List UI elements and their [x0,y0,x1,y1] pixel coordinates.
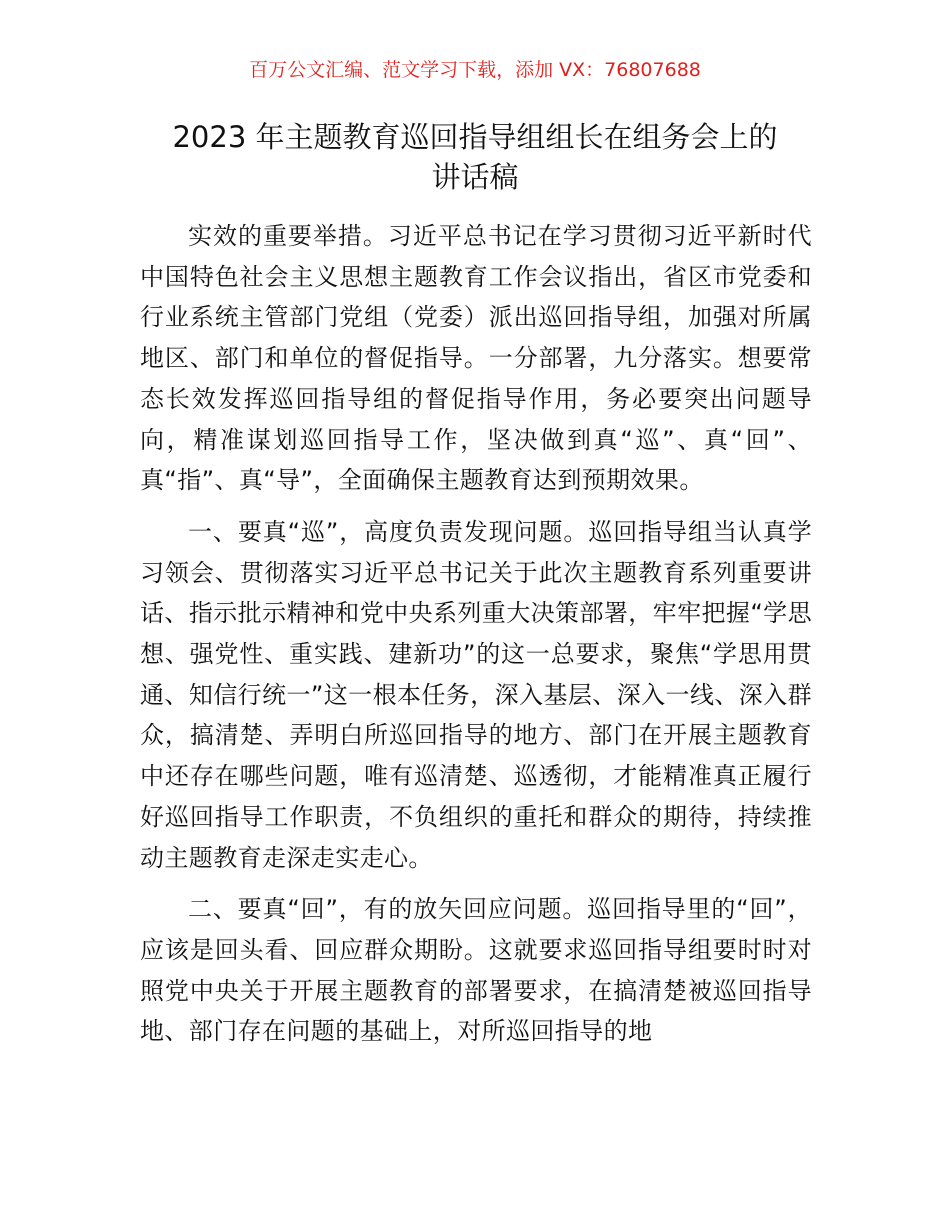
header-ad-text: 百万公文汇编、范文学习下载，添加 VX：76807688 [249,59,701,81]
paragraph-section-2: 二、要真“回”，有的放矢回应问题。巡回指导里的“回”，应该是回头看、回应群众期盼。这就要求巡回指导组要时时对照党中央关于开展主题教育的部署要求，在搞清楚被巡回指导地、部门存在问题的基础上，对所巡回指导的地 [140,895,812,1046]
document-body [140,216,812,1063]
page-title [130,117,820,197]
paragraph-section-1: 一、要真“巡”，高度负责发现问题。巡回指导组当认真学习领会、贯彻落实习近平总书记关于此次主题教育系列重要讲话、指示批示精神和党中央系列重大决策部署，牢牢把握“学思想、强党性、重实践、建新功”的这一总要求，聚焦“学思用贯通、知信行统一”这一根本任务，深入基层、深入一线、深入群众，搞清楚、弄明白所巡回指导的地方、部门在开展主题教育中还存在哪些问题，唯有巡清楚、巡透彻，才能精准真正履行好巡回指导工作职责，不负组织的重托和群众的期待，持续推动主题教育走深走实走心。 [140,517,812,872]
title-line-1: 2023 年主题教育巡回指导组组长在组务会上的 [172,120,778,154]
title-line-2: 讲话稿 [431,160,519,194]
paragraph-intro: 实效的重要举措。习近平总书记在学习贯彻习近平新时代中国特色社会主义思想主题教育工作会议指出，省区市党委和行业系统主管部门党组（党委）派出巡回指导组，加强对所属地区、部门和单位的督促指导。一分部署，九分落实。想要常态长效发挥巡回指导组的督促指导作用，务必要突出问题导向，精准谋划巡回指导工作，坚决做到真“巡”、真“回”、真“指”、真“导”，全面确保主题教育达到预期效果。 [140,222,812,495]
